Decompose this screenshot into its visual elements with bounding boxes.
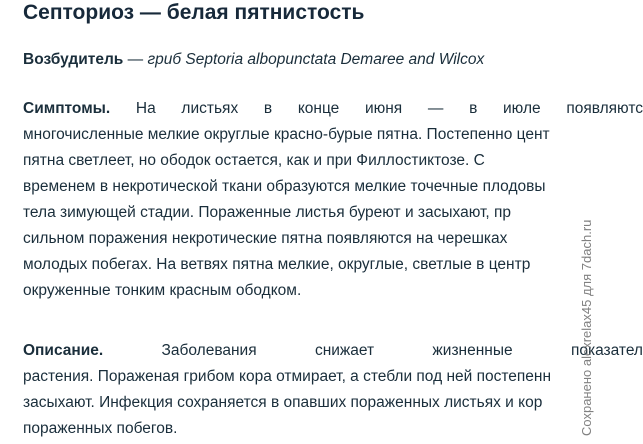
symptoms-word: появляютс bbox=[566, 100, 643, 117]
symptoms-line: молодых побегах. На ветвях пятна мелкие, округлые, светлые в центр bbox=[23, 256, 531, 273]
article-title: Септориоз — белая пятнистость bbox=[23, 1, 365, 24]
pathogen-label: Возбудитель bbox=[23, 51, 124, 68]
symptoms-word: листьях bbox=[181, 100, 239, 117]
symptoms-word: конце bbox=[297, 100, 340, 117]
symptoms-line: окруженные тонким красным ободком. bbox=[23, 282, 302, 299]
description-first-line bbox=[23, 338, 643, 364]
symptoms-first-line bbox=[23, 96, 643, 122]
description-line: растения. Пораженая грибом кора отмирает, а стебли под ней постепенн bbox=[23, 368, 552, 385]
symptoms-line: сильном поражения некротические пятна появляются на черешках bbox=[23, 230, 508, 247]
symptoms-line: пятна светлеет, но ободок остается, как и при Филлостиктозе. С bbox=[23, 152, 485, 169]
symptoms-paragraph bbox=[23, 96, 643, 304]
description-line: пораженных побегов. bbox=[23, 420, 178, 437]
description-word: снижает bbox=[314, 342, 375, 359]
symptoms-word: На bbox=[135, 100, 156, 117]
pathogen-dash: — bbox=[123, 51, 148, 68]
watermark-text: Сохранено alexrelax45 для 7dach.ru bbox=[579, 219, 594, 436]
pathogen-name: гриб Septoria albopunctata Demaree and Wilcox bbox=[147, 51, 485, 68]
symptoms-word: июле bbox=[503, 100, 541, 117]
symptoms-line: многочисленные мелкие округлые красно-бурые пятна. Постепенно цент bbox=[23, 126, 550, 143]
pathogen-line bbox=[23, 50, 484, 70]
description-word: показател bbox=[570, 342, 643, 359]
symptoms-label: Симптомы. bbox=[23, 100, 111, 117]
symptoms-line: временем в некротической ткани образуются мелкие точечные плодовы bbox=[23, 178, 546, 195]
description-word: жизненные bbox=[432, 342, 513, 359]
description-word: Заболевания bbox=[161, 342, 257, 359]
description-label: Описание. bbox=[23, 342, 104, 359]
symptoms-word: в bbox=[263, 100, 273, 117]
symptoms-line: тела зимующей стадии. Пораженные листья буреют и засыхают, пр bbox=[23, 204, 512, 221]
symptoms-word: в bbox=[469, 100, 478, 117]
symptoms-word: — bbox=[427, 100, 444, 117]
description-paragraph bbox=[23, 338, 643, 442]
description-line: засыхают. Инфекция сохраняется в опавших пораженных листьях и кор bbox=[23, 394, 543, 411]
symptoms-word: июня bbox=[364, 100, 403, 117]
